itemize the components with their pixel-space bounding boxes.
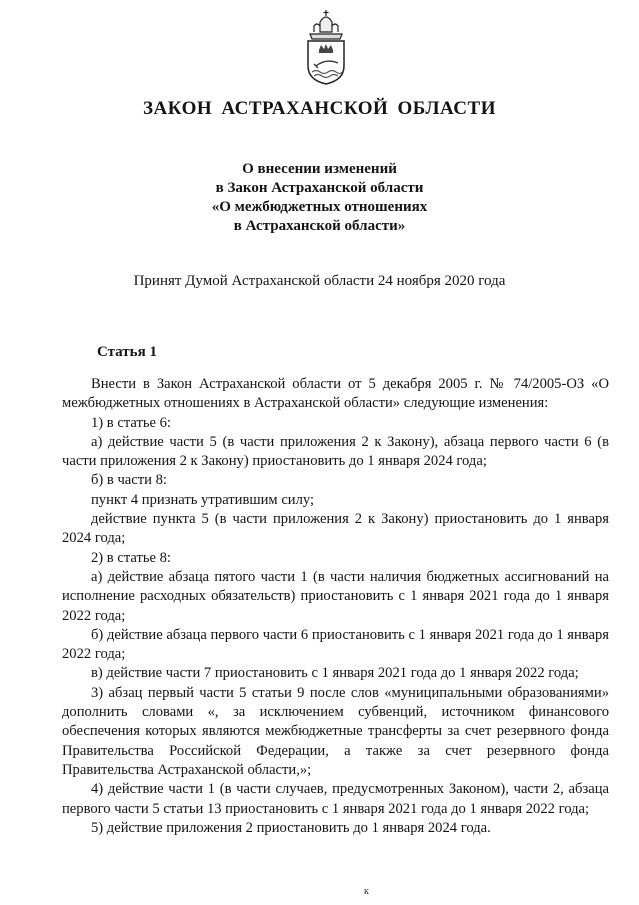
law-subject [0, 160, 639, 236]
article-paragraph: 3) абзац первый части 5 статьи 9 после слов «муниципальными образованиями» дополнить словами «, за исключением субвенций, источником финансового обеспечения которых являются межбюджетные трансферты за счет резервного фонда Правительства Российской Федерации, а также за счет резервного фонда Правительства Астраханской области,»; [62, 684, 609, 778]
subject-line: в Астраханской области» [233, 218, 406, 234]
subject-line: «О межбюджетных отношениях [211, 199, 428, 215]
article-paragraph: а) действие абзаца пятого части 1 (в части наличия бюджетных ассигнований на исполнение расходных обязательств) приостановить с 1 января 2021 года до 1 января 2022 года; [62, 568, 609, 624]
article-body [62, 375, 609, 838]
article-paragraph: 4) действие части 1 (в части случаев, предусмотренных Законом), части 2, абзаца первого части 5 статьи 13 приостановить с 1 января 2021 года до 1 января 2022 года; [62, 781, 609, 817]
subject-line: О внесении изменений [242, 161, 397, 177]
article-paragraph: Внести в Закон Астраханской области от 5 декабря 2005 г. № 74/2005-ОЗ «О межбюджетных отношениях в Астраханской области» следующие изменения: [62, 376, 609, 412]
article-paragraph: в) действие части 7 приостановить с 1 января 2021 года до 1 января 2022 года; [91, 665, 579, 682]
article-heading: Статья 1 [97, 344, 157, 360]
article-paragraph: б) в части 8: [91, 472, 167, 489]
law-title: ЗАКОН АСТРАХАНСКОЙ ОБЛАСТИ [143, 98, 496, 119]
article-paragraph: 1) в статье 6: [91, 414, 171, 431]
article-paragraph: 2) в статье 8: [91, 549, 171, 566]
adoption-note: Принят Думой Астраханской области 24 ноября 2020 года [133, 273, 506, 289]
article-paragraph: а) действие части 5 (в части приложения 2 к Закону), абзаца первого части 6 (в части приложения 2 к Закону) приостановить до 1 января 2024 года; [62, 433, 609, 470]
article-paragraph: пункт 4 признать утратившим силу; [91, 491, 315, 508]
article-paragraph: действие пункта 5 (в части приложения 2 к Закону) приостановить до 1 января 2024 года; [62, 511, 609, 547]
subject-line: в Закон Астраханской области [215, 180, 424, 196]
footer-mark: к [364, 886, 369, 897]
astrakhan-coat-of-arms-icon [302, 8, 350, 86]
article-paragraph: 5) действие приложения 2 приостановить до 1 января 2024 года. [91, 819, 491, 836]
article-paragraph: б) действие абзаца первого части 6 приостановить с 1 января 2021 года до 1 января 2022 года; [62, 626, 609, 663]
